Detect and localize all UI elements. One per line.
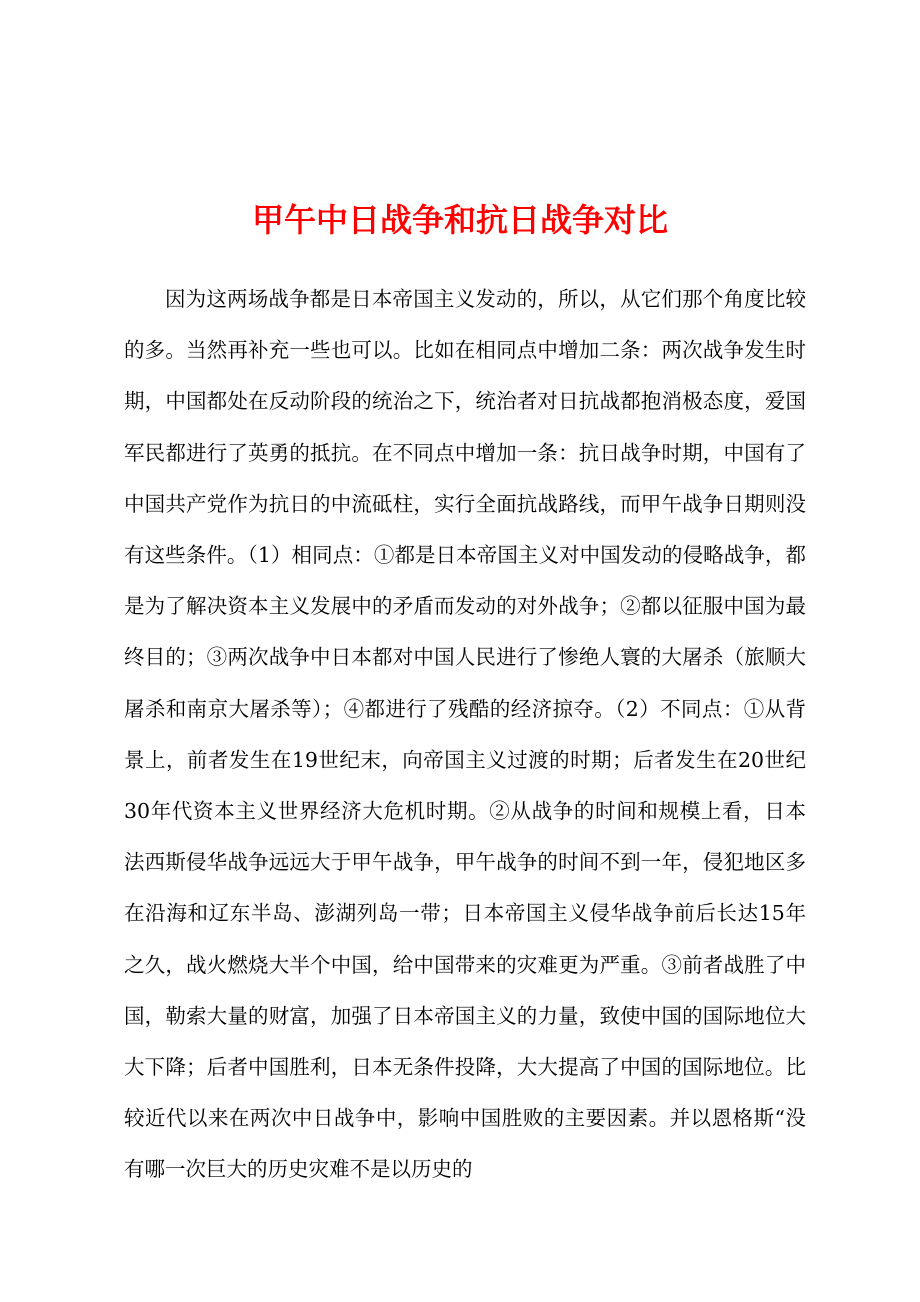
- body-paragraph: 因为这两场战争都是日本帝国主义发动的，所以，从它们那个角度比较的多。当然再补充一些也可以。比如在相同点中增加二条：两次战争发生时期，中国都处在反动阶段的统治之下，统治者对日抗战都抱消极态度，爱国军民都进行了英勇的抵抗。在不同点中增加一条：抗日战争时期，中国有了中国共产党作为抗日的中流砥柱，实行全面抗战路线，而甲午战争日期则没有这些条件。（1）相同点：①都是日本帝国主义对中国发动的侵略战争，都是为了解决资本主义发展中的矛盾而发动的对外战争；②都以征服中国为最终目的；③两次战争中日本都对中国人民进行了惨绝人寰的大屠杀（旅顺大屠杀和南京大屠杀等）；④都进行了残酷的经济掠夺。（2）不同点：①从背景上，前者发生在19世纪末，向帝国主义过渡的时期；后者发生在20世纪30年代资本主义世界经济大危机时期。②从战争的时间和规模上看，日本法西斯侵华战争远远大于甲午战争，甲午战争的时间不到一年，侵犯地区多在沿海和辽东半岛、澎湖列岛一带；日本帝国主义侵华战争前后长达15年之久，战火燃烧大半个中国，给中国带来的灾难更为严重。③前者战胜了中国，勒索大量的财富，加强了日本帝国主义的力量，致使中国的国际地位大大下降；后者中国胜利，日本无条件投降，大大提高了中国的国际地位。比较近代以来在两次中日战争中，影响中国胜败的主要因素。并以恩格斯“没有哪一次巨大的历史灾难不是以历史的: [124, 287, 806, 1182]
- document-title: 甲午中日战争和抗日战争对比: [251, 201, 668, 239]
